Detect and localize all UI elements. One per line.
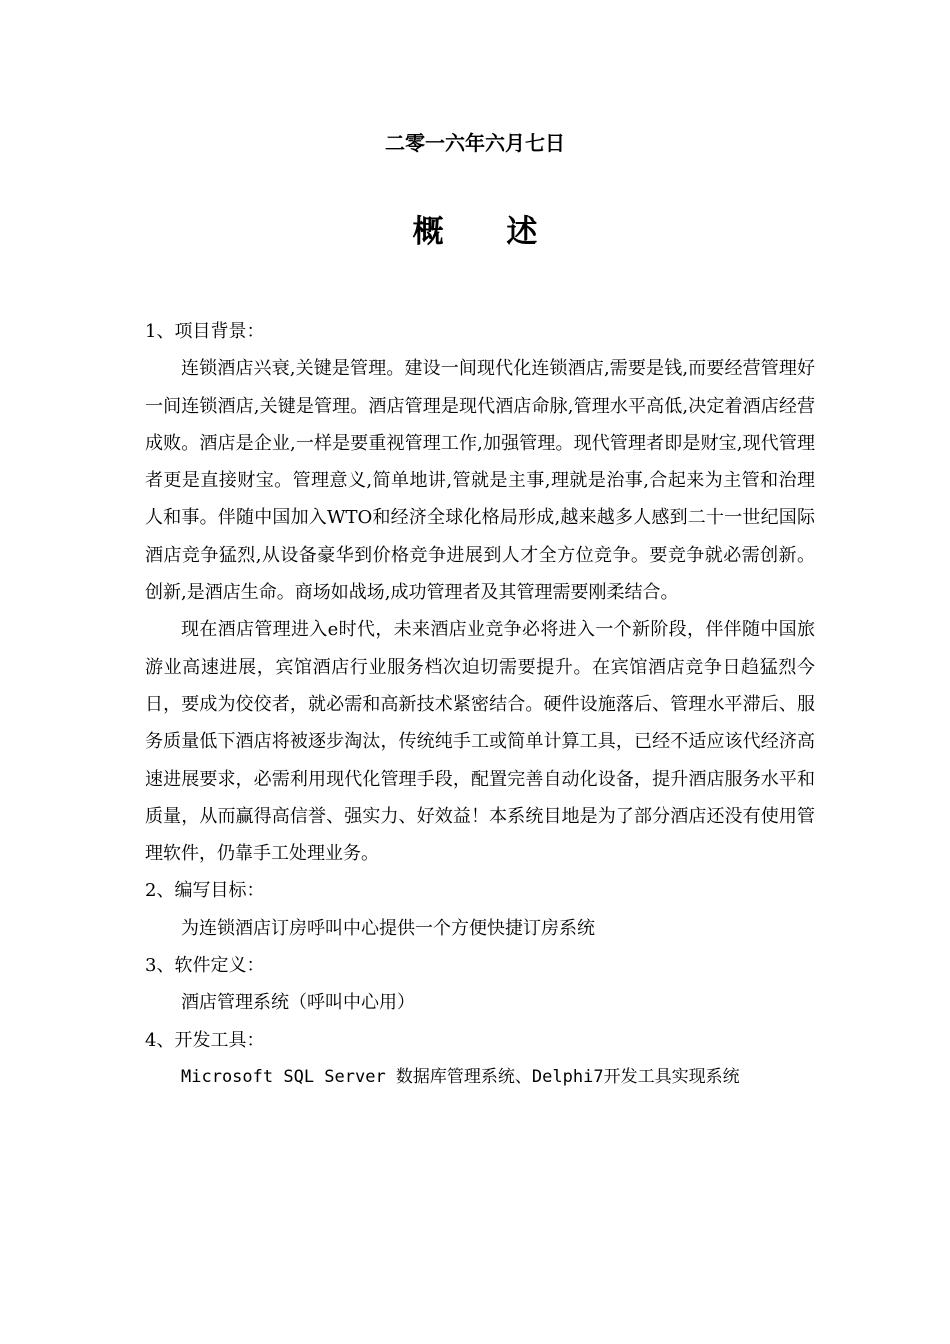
background-paragraph-2: 现在酒店管理进入e时代，未来酒店业竞争必将进入一个新阶段，伴伴随中国旅游业高速进展，宾馆酒店行业服务档次迫切需要提升。在宾馆酒店竞争日趋猛烈今日，要成为佼佼者，就必需和高新技术紧密结合。硬件设施落后、管理水平滞后、服务质量低下酒店将被逐步淘汰，传统纯手工或简单计算工具，已经不适应该代经济高速进展要求，必需利用现代化管理手段，配置完善自动化设备，提升酒店服务水平和质量，从而赢得高信誉、强实力、好效益！本系统目地是为了部分酒店还没有使用管理软件，仍靠手工处理业务。 (145, 619, 815, 865)
goal-text: 为连锁酒店订房呼叫中心提供一个方便快捷订房系统 (181, 917, 595, 939)
background-paragraph-1: 连锁酒店兴衰,关键是管理。建设一间现代化连锁酒店,需要是钱,而要经营管理好一间连锁酒店,关键是管理。酒店管理是现代酒店命脉,管理水平高低,决定着酒店经营成败。酒店是企业,一样是要重视管理工作,加强管理。现代管理者即是财宝,现代管理者更是直接财宝。管理意义,简单地讲,管就是主事,理就是治事,合起来为主管和治理人和事。伴随中国加入WTO和经济全球化格局形成,越来越多人感到二十一世纪国际酒店竞争猛烈,从设备豪华到价格竞争进展到人才全方位竞争。要竞争就必需创新。创新,是酒店生命。商场如战场,成功管理者及其管理需要刚柔结合。 (145, 358, 815, 604)
page-title: 概 述 (412, 214, 564, 250)
section-heading-tools: 4、开发工具： (145, 1029, 265, 1051)
document-body (145, 313, 815, 1096)
tools-text: Microsoft SQL Server 数据库管理系统、Delphi7开发工具实现系统 (181, 1066, 740, 1087)
section-heading-definition: 3、软件定义： (145, 955, 265, 977)
document-date: 二零一六年六月七日 (385, 131, 565, 155)
section-heading-background: 1、项目背景： (145, 321, 265, 342)
section-heading-goal: 2、编写目标： (145, 880, 265, 902)
definition-text: 酒店管理系统（呼叫中心用） (181, 992, 415, 1014)
